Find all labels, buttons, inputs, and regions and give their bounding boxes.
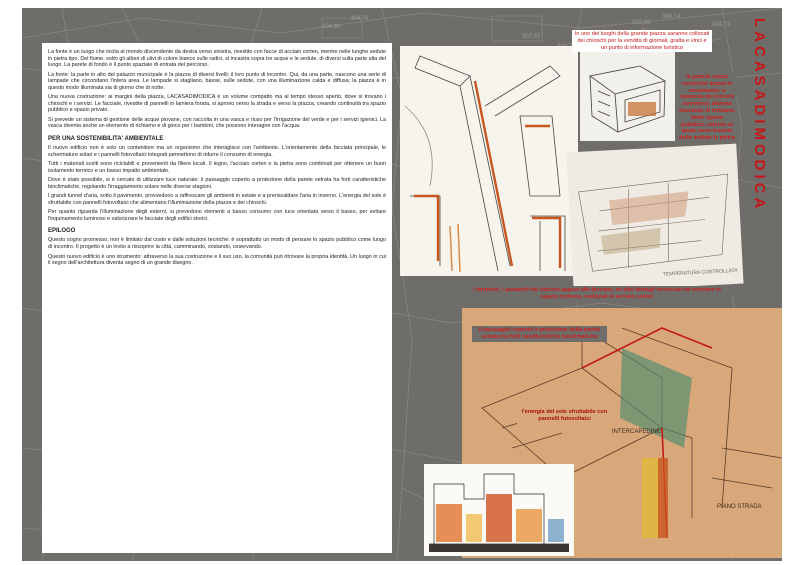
board-title <box>747 13 777 303</box>
body-paragraph: La fonte: la parte in alto del palazzo municipale è la piazza di diversi livelli; il loro punto di incontro. Qui, da una parte, nascono una serie di lampade che circondano l'intera area. Le lampade si stagliano, basse, sulle sedute, con una illuminazione calda e diffusa; la piazza è in questo modo illuminata sia di giorno che di notte. <box>48 71 386 91</box>
body-paragraph: Questo sogno promesso, non è limitato dal costo e dalle soluzioni tecniche: è soprattutto un modo di pensare lo spazio pubblico come luogo di incontro. Il progetto è un invito a riscoprire la città, camminando, sostando, osservando. <box>48 237 386 251</box>
kiosk-sketch-drawing <box>580 46 675 141</box>
lamp-sketch-sheet <box>400 46 578 276</box>
body-paragraph: Per quanto riguarda l'illuminazione degli esterni, si prevedono elementi a basso consumo con luce orientata verso il basso, per evitare l'inquinamento luminoso e valorizzare le facciate degli edifici storici. <box>48 209 386 222</box>
body-paragraph: I grandi tunnel d'aria, sotto il pavimento, provvedono a raffrescare gli ambienti in estate e a preriscaldare l'aria in inverno. L'energia del sole è sfruttabile con pannelli fotovoltaici che alimentano l'illuminazione della piazza e dei chioschi. <box>48 193 386 206</box>
caption-covered-passage: il passaggio coperto a protezione della parete vetrata ha forti caratteristiche bioclimatiche <box>472 326 607 342</box>
caption-street-lamps: i lampioni, i parapetti dei balconi appesi alle facciate, ed altri dettagli necessari ad arredare lo spazio comune, realizzati in acciaio corten <box>462 286 732 302</box>
section-drawing <box>424 464 574 556</box>
body-paragraph: La fonte è un luogo che incita al mondo discendente da destra verso sinistra, rivestito con facce di acciaio corten, mentre nelle lunghe sedute in pietra tipo. Del fiume, sotto gli alberi di ulivi di colore bianco sulle radici, si incastra sopra tre acque e le sedute, di diversi sulla parte alta del luogo. La parete di fondo è il punto spaziale di entrata del percorso. <box>48 49 386 69</box>
corten-panel-shape <box>642 458 660 538</box>
map-elevation-label: 304,60 <box>322 24 341 30</box>
presentation-board <box>22 8 782 561</box>
body-paragraph: Il nuovo edificio non è solo un contenitore ma un organismo che interagisce con l'ambiente. L'orientamento della facciata principale, le schermature solari e i pannelli fotovoltaici integrati permettono di ridurre il consumo di energia. <box>48 145 386 158</box>
map-elevation-label: 302,26 <box>632 20 651 26</box>
kiosk-sketch-sheet <box>580 46 675 141</box>
body-paragraph: Una nuova costruzione: ai margini della piazza, LACASADIMODICA è un volume compatto ma al tempo stesso aperto, dove si trovano i chioschi e i servizi. Le facciate, rivestite di pannelli in lamiera forata, si aprono verso la strada e verso la piazza, creando continuità tra spazio pubblico e spazio privato. <box>48 94 386 114</box>
facade-sketch-drawing <box>566 144 743 293</box>
body-paragraph: Dove è stato possibile, si è cercato di utilizzare luce naturale: il passaggio coperto a protezione della parete vetrata ha forti caratteristiche bioclimatiche, regolando l'irraggiamento solare nelle diverse stagioni. <box>48 177 386 190</box>
facade-pencil-sketch <box>566 144 743 293</box>
building-section-drawing <box>424 464 574 556</box>
map-elevation-label: 307,67 <box>522 34 541 40</box>
lamp-sketch-drawing <box>400 46 578 276</box>
section-heading-epilogue: EPILOGO <box>48 228 76 235</box>
board-title-text: LACASADIMODICA <box>751 18 768 213</box>
sketch-annotation: TEMPERATURA CONTROLLATA <box>662 267 738 278</box>
section-heading-sustainability: PER UNA SOSTENIBILITA' AMBIENTALE <box>48 136 164 143</box>
caption-kiosks: In uno dei luoghi della grande piazza saranno collocati dei chioschi per la vendita di giornali, gratta e vinci e un punto di informazione turistico <box>572 30 712 52</box>
caption-solar-energy: l'energia del sole sfruttabile con pannelli fotovoltaici <box>517 408 612 424</box>
map-elevation-label: 304,76 <box>350 16 369 22</box>
sketch-annotation: INTERCAPEDINE <box>612 429 661 435</box>
body-paragraph: Tutti i materiali scelti sono riciclabili e provenienti da filiere locali. Il legno, l'acciaio corten e la pietra sono combinati per ottenere un buon isolamento termico e un basso impatto ambientale. <box>48 161 386 174</box>
map-elevation-label: 304,73 <box>712 22 731 28</box>
body-paragraph: Questo nuovo edificio è uno strumento: attraverso la sua costruzione e il suo uso, la comunità può ritrovare la propria identità. Un luogo in cui il segno dell'architettura diventa segno di un grande disegno. <box>48 253 386 267</box>
caption-water-tank: la grande vasca contenete acqua in movimento, a memoria dei torrenti sommersi, diventa elemento di richiamo dello spazio pubblico, intorno al quale sono inserite delle sedute in pietra <box>677 73 737 143</box>
sketch-annotation: PIANO STRADA <box>717 504 762 510</box>
map-elevation-label: 308,74 <box>662 14 681 20</box>
body-paragraph: Si prevede un sistema di gestione delle acque piovane, con raccolta in una vasca e riuso per l'irrigazione del verde e per i servizi igienici. La vasca diventa anche un elemento di richiamo e di gioco per i bambini, che possono interagire con l'acqua. <box>48 116 386 130</box>
description-text-panel <box>42 43 392 553</box>
